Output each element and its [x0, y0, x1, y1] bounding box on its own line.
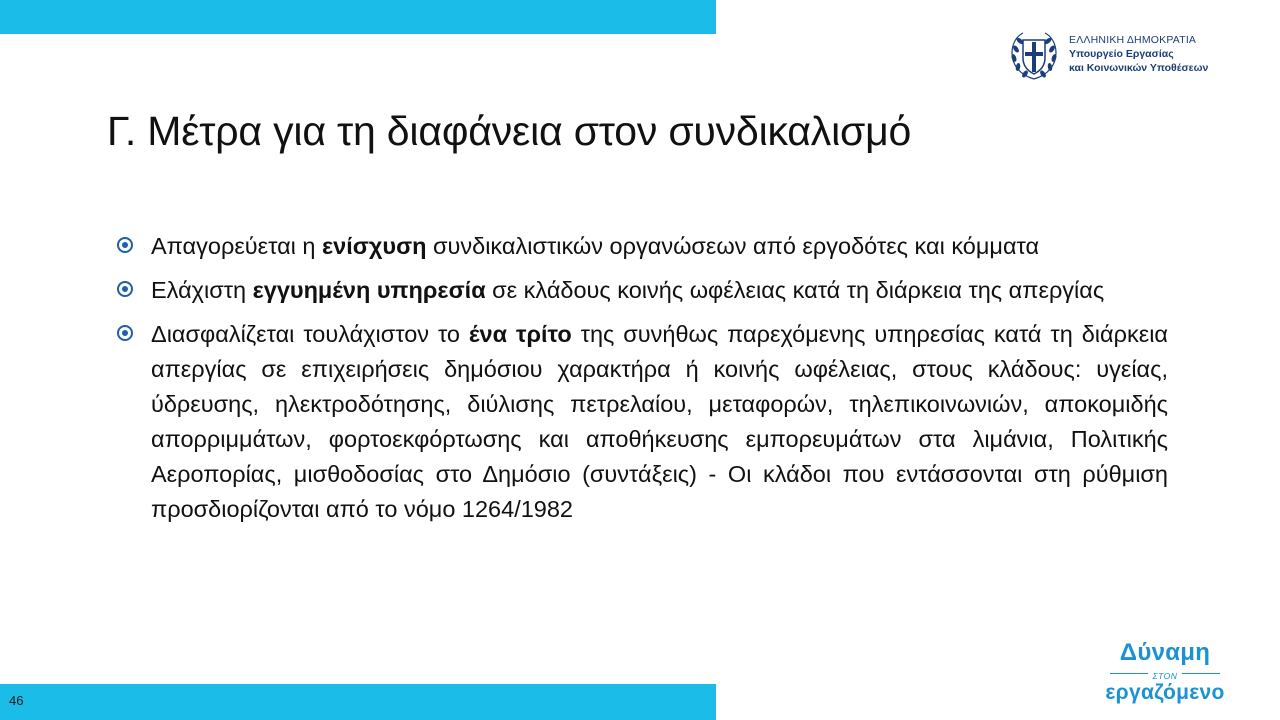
- bullet-text-start: Απαγορεύεται η: [151, 233, 323, 259]
- bullet-text: [151, 229, 1168, 264]
- page-number: 46: [9, 693, 24, 708]
- bullet-text-end: συνδικαλιστικών οργανώσεων από εργοδότες και κόμματα: [426, 233, 1040, 259]
- brand-logo-line1: Δύναμη: [1119, 639, 1211, 666]
- bullet-text-end: της συνήθως παρεχόμενης υπηρεσίας κατά τη διάρκεια απεργίας σε επιχειρήσεις δημόσιου χαρακτήρα ή κοινής ωφέλειας, στους κλάδους: υγείας, ύδρευσης, ηλεκτροδότησης, διύλισης πετρελαίου, μεταφορών, τηλεπικοινωνιών, αποκομιδής απορριμμάτων, φορτοεκφόρτωσης και αποθήκευσης εμπορευμάτων στα λιμάνια, Πολιτικής Αεροπορίας, μισθοδοσίας στο Δημόσιο (συντάξεις) - Οι κλάδοι που εντάσσονται στη ρύθμιση προσδιορίζονται από το νόμο 1264/1982: [151, 321, 1168, 522]
- bullet-text: [151, 317, 1168, 527]
- bullet-item: [112, 229, 1168, 264]
- country-name: ΕΛΛΗΝΙΚΗ ΔΗΜΟΚΡΑΤΙΑ: [1069, 34, 1197, 46]
- brand-logo-middle: [1100, 666, 1230, 682]
- bullet-item: [112, 273, 1168, 308]
- greek-coat-of-arms-icon: [1006, 28, 1062, 84]
- brand-divider-left: [1110, 673, 1148, 674]
- bullet-circle-icon: [117, 281, 133, 297]
- bullet-text-end: σε κλάδους κοινής ωφέλειας κατά τη διάρκεια της απεργίας: [485, 277, 1105, 303]
- ministry-name: [1069, 33, 1208, 75]
- bullet-text-bold: ενίσχυση: [322, 233, 427, 259]
- bullet-text-start: Ελάχιστη: [151, 277, 253, 303]
- ministry-name-line1: Υπουργείο Εργασίας: [1069, 48, 1174, 60]
- bullet-list: [112, 229, 1168, 536]
- bullet-circle-icon: [117, 237, 133, 253]
- bottom-accent-bar: [0, 684, 716, 720]
- bullet-text-start: Διασφαλίζεται τουλάχιστον το: [151, 321, 469, 347]
- brand-logo-line2: εργαζόμενο: [1105, 681, 1225, 704]
- bullet-text-bold: εγγυημένη υπηρεσία: [252, 277, 486, 303]
- bullet-text: [151, 273, 1168, 308]
- bullet-circle-icon: [117, 325, 133, 341]
- brand-logo-small: ΣΤΟΝ: [1152, 671, 1178, 681]
- brand-divider-right: [1182, 673, 1220, 674]
- slide-title: Γ. Μέτρα για τη διαφάνεια στον συνδικαλισμό: [107, 108, 912, 154]
- brand-logo: [1100, 640, 1230, 710]
- bullet-text-bold: ένα τρίτο: [468, 321, 572, 347]
- ministry-logo: [1006, 28, 1226, 84]
- bullet-item: [112, 317, 1168, 527]
- top-accent-bar: [0, 0, 716, 34]
- ministry-name-line2: και Κοινωνικών Υποθέσεων: [1069, 62, 1209, 74]
